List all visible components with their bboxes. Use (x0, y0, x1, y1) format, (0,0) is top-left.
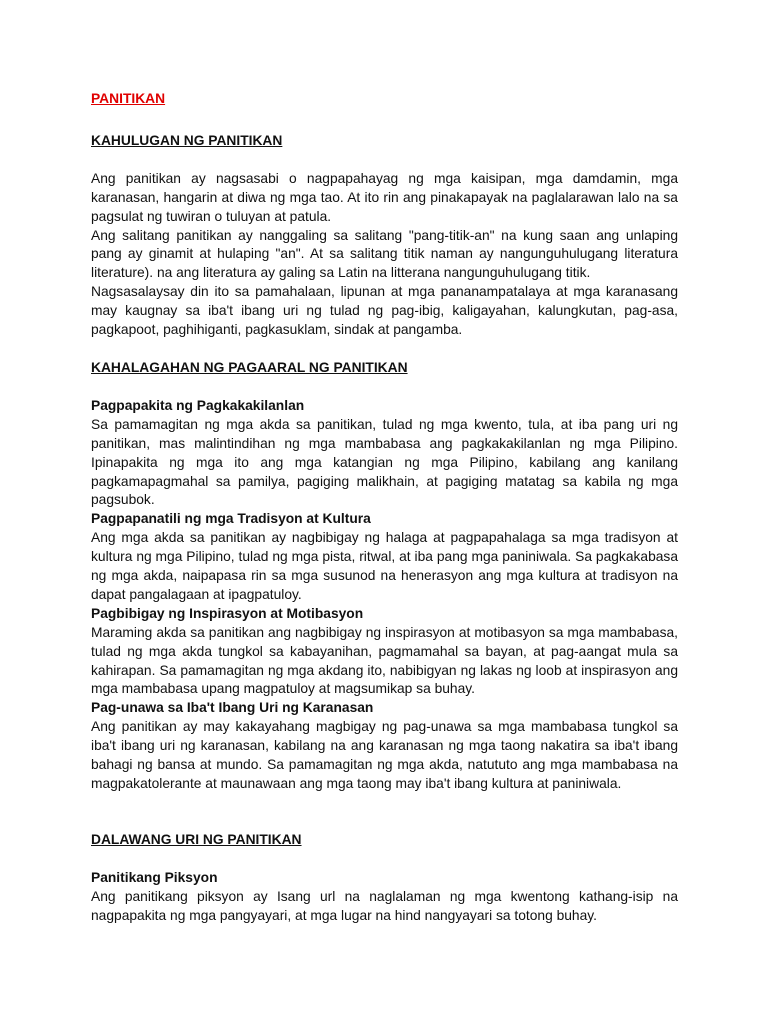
subheading: Pagpapakita ng Pagkakakilanlan (91, 397, 305, 413)
paragraph: Nagsasalaysay din ito sa pamahalaan, lipunan at mga pananampatalaya at mga karanasang may kaugnay sa iba't ibang uri ng tulad ng pag-ibig, kaligayahan, kalungkutan, pag-asa, pagkapoot, paghihiganti, pagkasuklam, sindak at pangamba. (91, 284, 678, 338)
paragraph: Ang panitikan ay may kakayahang magbigay ng pag-unawa sa mga mambabasa tungkol sa iba't ibang uri ng karanasan, kabilang na ang karanasan ng mga taong nakatira sa iba't ibang bahagi ng bansa at mundo. Sa pamamagitan ng mga akda, natututo ang mga mambabasa na magpakatolerante at maunawaan ang mga taong may iba't ibang kultura at paniniwala. (91, 719, 678, 791)
section-heading-kahulugan: KAHULUGAN NG PANITIKAN (91, 132, 283, 148)
section-heading-dalawang-uri: DALAWANG URI NG PANITIKAN (91, 831, 302, 847)
paragraph: Sa pamamagitan ng mga akda sa panitikan, tulad ng mga kwento, tula, at iba pang uri ng panitikan, mas malintindihan ng mga mambabasa ang pagkakakilanlan ng mga Pilipino. Ipinapakita ng mga ito ang mga katangian ng mga Pilipino, kabilang ang kanilang pagkamapagmahal sa pamilya, pagiging malikhain, at pagiging matatag sa kabila ng mga pagsubok. (91, 416, 678, 508)
document-title: PANITIKAN (91, 91, 166, 106)
section-heading-kahalagahan: KAHALAGAHAN NG PAGAARAL NG PANITIKAN (91, 359, 408, 375)
subheading: Pagbibigay ng Inspirasyon at Motibasyon (91, 605, 364, 621)
paragraph: Ang panitikang piksyon ay Isang url na naglalaman ng mga kwentong kathang-isip na nagpapakita ng mga pangyayari, at mga lugar na hind nangyayari sa totong buhay. (91, 888, 678, 923)
paragraph: Maraming akda sa panitikan ang nagbibigay ng inspirasyon at motibasyon sa mga mambabasa, tulad ng mga akda tungkol sa kabayanihan, pagmamahal sa bayan, at pag-aangat mula sa kahirapan. Sa pamamagitan ng mga akdang ito, nabibigyan ng lakas ng loob at inspirasyon ang mga mambabasa upang magpatuloy at magsumikap sa buhay. (91, 624, 678, 697)
subheading: Panitikang Piksyon (91, 869, 218, 885)
document-body (91, 90, 678, 926)
paragraph: Ang panitikan ay nagsasabi o nagpapahayag ng mga kaisipan, mga damdamin, mga karanasan, hangarin at diwa ng mga tao. At ito rin ang pinakapayak na paglalarawan lalo na sa pagsulat ng tuwiran o tuluyan at patula. (91, 170, 678, 224)
paragraph: Ang salitang panitikan ay nanggaling sa salitang "pang-titik-an" na kung saan ang unlaping pang ay ginamit at hulaping "an". At sa salitang titik naman ay nangunguhulugang literatura literature). na ang literatura ay galing sa Latin na litterana nangunguhulugang titik. (91, 227, 678, 281)
paragraph: Ang mga akda sa panitikan ay nagbibigay ng halaga at pagpapahalaga sa mga tradisyon at kultura ng mga Pilipino, tulad ng mga pista, ritwal, at iba pang mga paniniwala. Sa pagkakabasa ng mga akda, naipapasa rin sa mga susunod na henerasyon ang mga kultura at tradisyon na dapat pangalagaan at ipagpatuloy. (91, 530, 678, 602)
subheading: Pagpapanatili ng mga Tradisyon at Kultura (91, 511, 371, 527)
subheading: Pag-unawa sa Iba't Ibang Uri ng Karanasan (91, 700, 374, 716)
